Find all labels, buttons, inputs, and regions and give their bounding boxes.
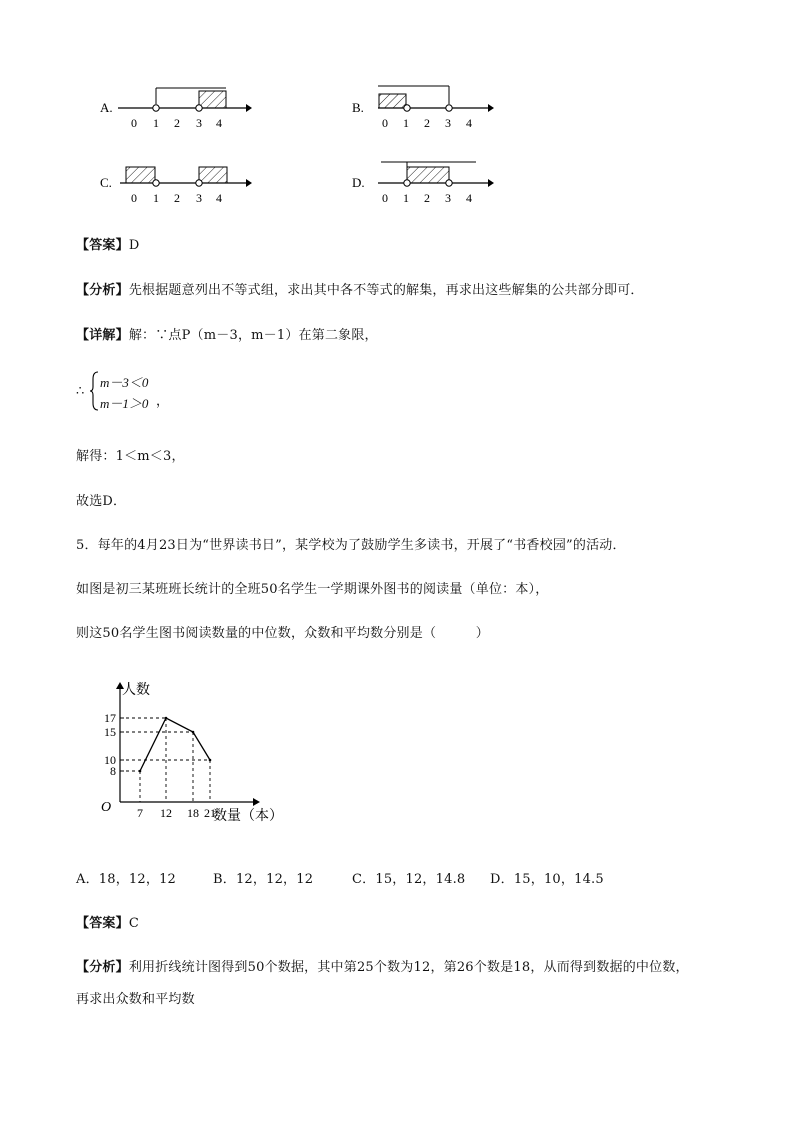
analysis-tag: 【分析】 <box>76 960 129 975</box>
q4-answer-value: D <box>128 238 140 253</box>
reading-line-chart <box>95 675 305 835</box>
q4-detail-line <box>76 324 378 343</box>
q4-solve-line: 解得：1＜m＜3， <box>76 449 185 464</box>
q4-analysis-line <box>76 279 644 298</box>
tick-label-4: 4 <box>466 116 472 130</box>
q4-detail-text: 解：∵点P（m－3，m－1）在第二象限， <box>128 328 378 343</box>
tick-label-1: 1 <box>153 191 159 205</box>
tick-label-2: 2 <box>174 116 180 130</box>
y-tick-label: 17 <box>104 711 116 725</box>
q5-analysis-line <box>76 956 689 975</box>
inequality-1: m－3＜0 <box>100 375 149 390</box>
number-line-figure <box>0 0 794 215</box>
option-c-number-line[interactable] <box>100 167 252 205</box>
option-b-letter: B. <box>352 100 364 115</box>
q5-answer-line <box>76 912 139 931</box>
x-axis-label: 数量（本） <box>213 809 283 824</box>
system-comma: ， <box>156 394 170 409</box>
x-tick-label: 7 <box>137 806 143 820</box>
data-point <box>165 717 168 720</box>
y-tick-label: 10 <box>104 753 116 767</box>
option-a-letter: A. <box>100 100 113 115</box>
q4-choose-line: 故选D． <box>76 494 127 509</box>
tick-label-4: 4 <box>216 116 222 130</box>
inequality-system <box>76 368 196 414</box>
analysis-tag: 【分析】 <box>76 283 129 298</box>
x-tick-label: 18 <box>187 806 199 820</box>
tick-label-2: 2 <box>174 191 180 205</box>
tick-label-1: 1 <box>153 116 159 130</box>
q5-stem-line-2: 如图是初三某班班长统计的全班50名学生一学期课外图书的阅读量（单位：本）， <box>76 582 549 597</box>
tick-label-3: 3 <box>445 191 451 205</box>
x-axis-arrow <box>253 798 260 806</box>
q5-option-b[interactable]: B．12，12，12 <box>213 872 314 887</box>
line-chart-svg <box>95 675 305 835</box>
tick-label-1: 1 <box>403 116 409 130</box>
tick-label-4: 4 <box>216 191 222 205</box>
inequality-2: m－1＞0 <box>100 396 149 411</box>
option-d-letter: D. <box>352 175 365 190</box>
tick-label-4: 4 <box>466 191 472 205</box>
series-line <box>140 718 210 771</box>
tick-label-0: 0 <box>131 116 137 130</box>
option-c-letter: C. <box>100 175 112 190</box>
x-tick-label: 21 <box>204 806 216 820</box>
y-tick-label: 15 <box>104 725 116 739</box>
option-d-number-line[interactable] <box>352 162 494 205</box>
tick-label-0: 0 <box>382 116 388 130</box>
tick-label-3: 3 <box>445 116 451 130</box>
therefore-symbol: ∴ <box>76 384 85 399</box>
tick-label-3: 3 <box>196 116 202 130</box>
answer-tag: 【答案】 <box>76 916 129 931</box>
tick-label-0: 0 <box>131 191 137 205</box>
q5-option-d[interactable]: D．15，10，14.5 <box>490 872 604 887</box>
q5-analysis-text-1: 利用折线统计图得到50个数据，其中第25个数为12，第26个数是18，从而得到数据的中位数， <box>128 960 689 975</box>
option-a-number-line[interactable] <box>100 88 252 130</box>
x-tick-label: 12 <box>160 806 172 820</box>
data-point <box>192 731 195 734</box>
q5-option-c[interactable]: C．15，12，14.8 <box>352 872 466 887</box>
origin-label: O <box>101 800 112 815</box>
option-b-number-line[interactable] <box>352 86 494 130</box>
y-tick-label: 8 <box>110 764 116 778</box>
tick-label-0: 0 <box>382 191 388 205</box>
brace-icon <box>90 370 100 412</box>
detail-tag: 【详解】 <box>76 328 129 343</box>
tick-label-1: 1 <box>403 191 409 205</box>
y-axis-label: 人数 <box>122 683 150 698</box>
q5-analysis-text-2: 再求出众数和平均数 <box>76 992 195 1007</box>
number-line-options <box>0 0 794 215</box>
q5-stem-line-1: 5．每年的4月23日为“世界读书日”，某学校为了鼓励学生多读书，开展了“书香校园”的活动． <box>76 538 626 553</box>
data-point <box>209 759 212 762</box>
q5-answer-value: C <box>128 916 139 931</box>
q4-analysis-text: 先根据题意列出不等式组，求出其中各不等式的解集，再求出这些解集的公共部分即可． <box>128 283 644 298</box>
q5-stem-line-3: 则这50名学生图书阅读数量的中位数，众数和平均数分别是（ ） <box>76 626 489 641</box>
data-point <box>139 770 142 773</box>
q4-answer-line <box>76 234 139 253</box>
tick-label-2: 2 <box>424 191 430 205</box>
answer-tag: 【答案】 <box>76 238 129 253</box>
tick-label-3: 3 <box>196 191 202 205</box>
q5-option-a[interactable]: A．18，12，12 <box>76 872 177 887</box>
tick-label-2: 2 <box>424 116 430 130</box>
